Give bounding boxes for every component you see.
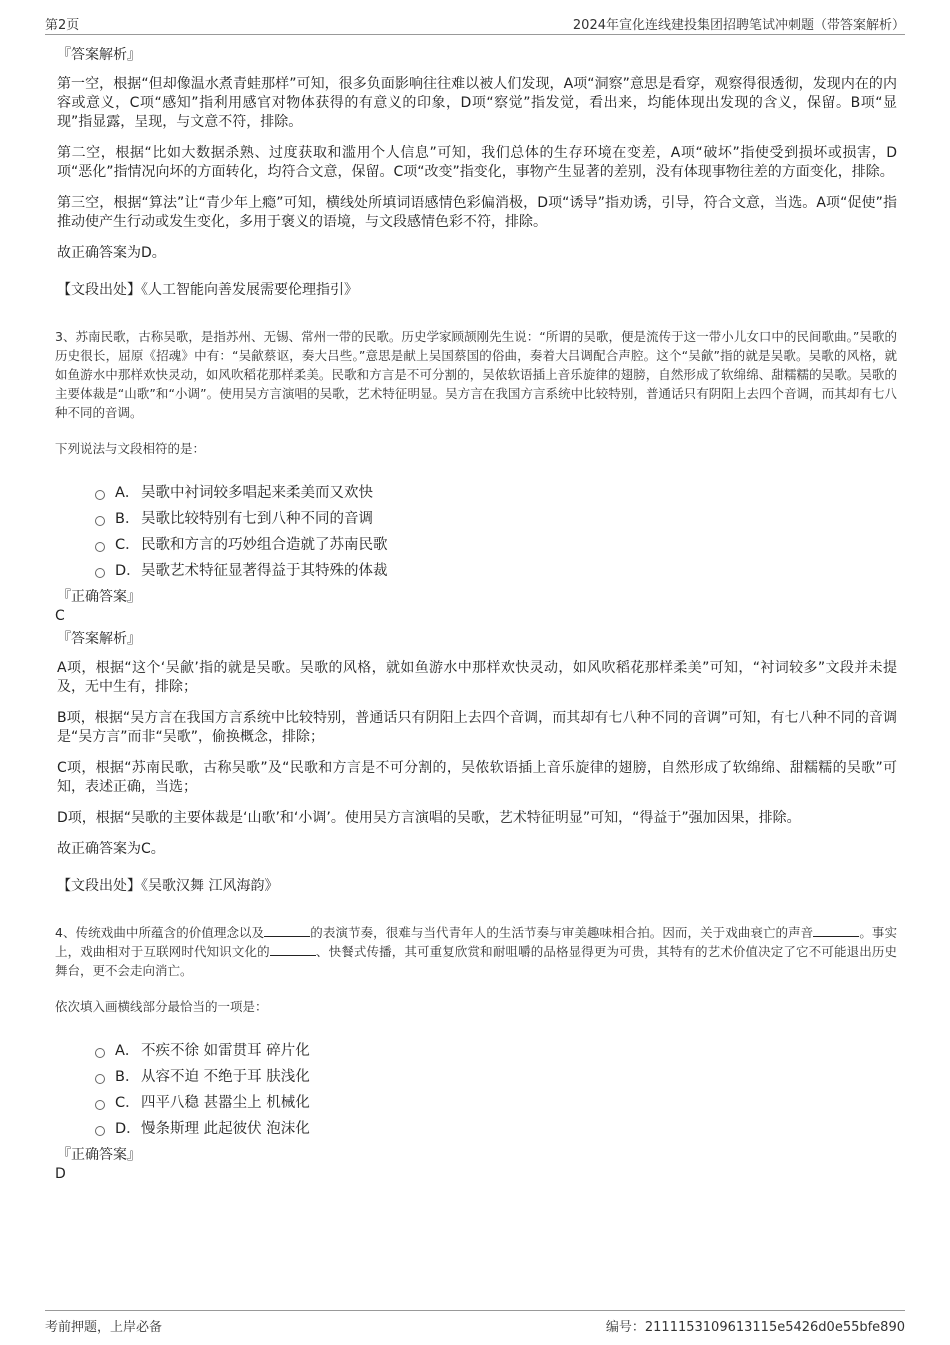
option-letter: A． [115,1043,140,1059]
radio-icon[interactable] [95,490,105,500]
option-text: 不疾不徐 如雷贯耳 碎片化 [141,1043,310,1059]
q3-option-b[interactable] [95,506,897,532]
q4-option-a[interactable] [95,1038,897,1064]
radio-icon[interactable] [95,1048,105,1058]
option-letter: D． [115,563,141,579]
option-letter: B． [115,511,140,527]
q3-analysis-label: 『答案解析』 [57,631,141,647]
q4-option-c[interactable] [95,1090,897,1116]
option-text: 民歌和方言的巧妙组合造就了苏南民歌 [141,537,388,553]
q3-option-d[interactable] [95,558,897,584]
fill-blank-3 [270,943,316,956]
q4-answer: D [55,1166,66,1182]
document-body [57,46,897,1188]
option-letter: C． [115,1095,140,1111]
page-header [45,14,905,35]
option-text: 吴歌艺术特征显著得益于其特殊的体裁 [141,563,388,579]
page-number: 第2页 [45,18,80,33]
radio-icon[interactable] [95,516,105,526]
q3-text: 3、苏南民歌，古称吴歌，是指苏州、无锡、常州一带的民歌。历史学家顾颉刚先生说：“所谓的吴歌，便是流传于这一带小儿女口中的民间歌曲。”吴歌的历史很长，屈原《招魂》中有：“吴歈蔡讴，奏大吕些。”意思是献上吴国蔡国的俗曲，奏着大吕调配合声腔。这个“吴歈”指的就是吴歌。吴歌的风格，就如鱼游水中那样欢快灵动，如风吹稻花那样柔美。民歌和方言是不可分割的，吴侬软语插上音乐旋律的翅膀，自然形成了软绵绵、甜糯糯的吴歌。吴歌的主要体裁是“山歌”和“小调”。使用吴方言演唱的吴歌，艺术特征明显。吴方言在我国方言系统中比较特别，普通话只有阴阳上去四个音调，而其却有七八种不同的音调。 [55,329,898,420]
q4-text-part-3: 。事实上，戏曲相对于互联网时代知识文化的 [55,925,897,959]
option-letter: A． [115,485,140,501]
q2-analysis-para-2: 第二空，根据“比如大数据杀熟、过度获取和滥用个人信息”可知，我们总体的生存环境在变差，A项“破坏”指使受到损坏或损害，D项“恶化”指情况向坏的方面转化，均符合文意，保留。C项“改变”指变化，事物产生显著的差别，没有体现事物往差的方面变化，排除。 [57,145,897,180]
option-text: 四平八稳 甚嚣尘上 机械化 [141,1095,310,1111]
radio-icon[interactable] [95,1100,105,1110]
q3-option-c[interactable] [95,532,897,558]
q4-prompt: 依次填入画横线部分最恰当的一项是： [55,999,268,1014]
document-title: 2024年宣化连线建投集团招聘笔试冲刺题（带答案解析） [572,18,905,33]
radio-icon[interactable] [95,568,105,578]
q3-analysis-d: D项，根据“吴歌的主要体裁是‘山歌’和‘小调’。使用吴方言演唱的吴歌，艺术特征明显”可知，“得益于”强加因果，排除。 [57,810,801,826]
option-text: 从容不迫 不绝于耳 肤浅化 [141,1069,310,1085]
q3-options [95,480,897,584]
q4-text [55,923,897,980]
radio-icon[interactable] [95,1074,105,1084]
q3-answer: C [55,608,65,624]
q3-conclusion: 故正确答案为C。 [57,841,165,857]
q3-prompt: 下列说法与文段相符的是： [55,441,206,456]
q4-text-part-4: 、快餐式传播，其可重复欣赏和耐咀嚼的品格显得更为可贵，其特有的艺术价值决定了它不可能退出历史舞台，更不会走向消亡。 [55,944,897,978]
fill-blank-2 [813,924,859,937]
q3-analysis-c: C项，根据“苏南民歌，古称吴歌”及“民歌和方言是不可分割的，吴侬软语插上音乐旋律的翅膀，自然形成了软绵绵、甜糯糯的吴歌”可知，表述正确，当选； [57,760,897,795]
radio-icon[interactable] [95,542,105,552]
q2-analysis-label: 『答案解析』 [57,47,141,63]
q3-analysis-a: A项，根据“这个‘吴歈’指的就是吴歌。吴歌的风格，就如鱼游水中那样欢快灵动，如风吹稻花那样柔美”可知，“衬词较多”文段并未提及，无中生有，排除； [57,660,897,695]
q4-text-part-2: 的表演节奏，很难与当代青年人的生活节奏与审美趣味相合拍。因而，关于戏曲衰亡的声音 [310,925,814,940]
q2-analysis-para-1: 第一空，根据“但却像温水煮青蛙那样”可知，很多负面影响往往难以被人们发现，A项“洞察”意思是看穿，观察得很透彻，发现内在的内容或意义，C项“感知”指利用感官对物体获得的有意义的印象，D项“察觉”指发觉，看出来，均能体现出发现的含义，保留。B项“显现”指显露，呈现，与文意不符，排除。 [57,76,897,130]
option-letter: B． [115,1069,140,1085]
option-letter: D． [115,1121,141,1137]
q2-analysis-para-3: 第三空，根据“算法”让“青少年上瘾”可知，横线处所填词语感情色彩偏消极，D项“诱导”指劝诱，引导，符合文意，当选。A项“促使”指推动使产生行动或发生变化，多用于褒义的语境，与文段感情色彩不符，排除。 [57,195,897,230]
radio-icon[interactable] [95,1126,105,1136]
q2-conclusion: 故正确答案为D。 [57,245,166,261]
q4-option-b[interactable] [95,1064,897,1090]
fill-blank-1 [264,924,310,937]
q4-text-part-1: 4、传统戏曲中所蕴含的价值理念以及 [55,925,265,940]
option-text: 慢条斯理 此起彼伏 泡沫化 [141,1121,310,1137]
q3-answer-label: 『正确答案』 [57,589,141,605]
q4-option-d[interactable] [95,1116,897,1142]
q2-source: 【文段出处】《人工智能向善发展需要伦理指引》 [57,282,358,298]
footer-slogan: 考前押题，上岸必备 [45,1320,163,1335]
document-id: 编号：2111153109613115e5426d0e55bfe890 [605,1320,905,1335]
option-text: 吴歌比较特别有七到八种不同的音调 [141,511,373,527]
q4-options [95,1038,897,1142]
option-text: 吴歌中衬词较多唱起来柔美而又欢快 [141,485,373,501]
q3-source: 【文段出处】《吴歌汉舞 江风海韵》 [57,878,279,894]
option-letter: C． [115,537,140,553]
q4-answer-label: 『正确答案』 [57,1147,141,1163]
page-footer [45,1310,905,1335]
q3-option-a[interactable] [95,480,897,506]
q3-analysis-b: B项，根据“吴方言在我国方言系统中比较特别，普通话只有阴阳上去四个音调，而其却有七八种不同的音调”可知，有七八种不同的音调是“吴方言”而非“吴歌”，偷换概念，排除； [57,710,897,745]
